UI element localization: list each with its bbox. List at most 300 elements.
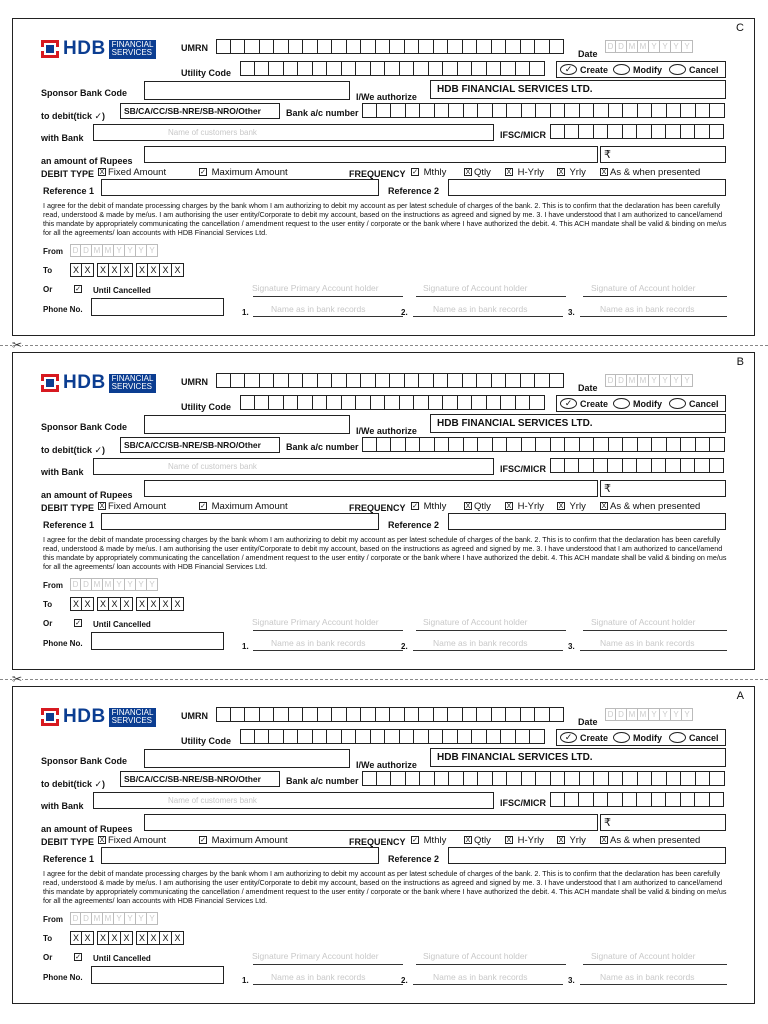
char-cell[interactable]: [535, 373, 550, 388]
char-cell[interactable]: [400, 729, 415, 744]
char-cell[interactable]: [377, 103, 392, 118]
char-cell[interactable]: [681, 103, 696, 118]
modify-option[interactable]: [613, 398, 662, 409]
char-cell[interactable]: [550, 458, 565, 473]
qtly-checkbox[interactable]: X: [465, 837, 471, 845]
phone-no-field[interactable]: [91, 966, 224, 984]
to-date-cell[interactable]: X: [97, 597, 109, 611]
sig-holder-2-line[interactable]: [416, 296, 566, 297]
char-cell[interactable]: [695, 792, 710, 807]
char-cell[interactable]: [327, 395, 342, 410]
char-cell[interactable]: [406, 437, 421, 452]
char-cell[interactable]: [420, 437, 435, 452]
create-option[interactable]: [560, 64, 608, 75]
char-cell[interactable]: [710, 124, 725, 139]
date-cell[interactable]: Y: [114, 578, 125, 591]
to-date-cell[interactable]: X: [148, 931, 160, 945]
cancel-radio[interactable]: [669, 398, 686, 409]
from-date-field[interactable]: [70, 912, 158, 925]
char-cell[interactable]: [216, 707, 231, 722]
char-cell[interactable]: [637, 792, 652, 807]
char-cell[interactable]: [361, 707, 376, 722]
char-cell[interactable]: [303, 707, 318, 722]
date-cell[interactable]: Y: [114, 912, 125, 925]
char-cell[interactable]: [347, 39, 362, 54]
date-cell[interactable]: M: [103, 578, 114, 591]
char-cell[interactable]: [342, 61, 357, 76]
char-cell[interactable]: [501, 395, 516, 410]
frequency-mthly[interactable]: [411, 167, 446, 178]
char-cell[interactable]: [565, 792, 580, 807]
date-cell[interactable]: D: [616, 708, 627, 721]
to-date-cell[interactable]: X: [109, 597, 121, 611]
bank-name-field[interactable]: [93, 458, 494, 475]
char-cell[interactable]: [448, 373, 463, 388]
char-cell[interactable]: [710, 771, 725, 786]
to-date-cell[interactable]: X: [136, 597, 148, 611]
char-cell[interactable]: [435, 103, 450, 118]
holder-2-name-line[interactable]: [413, 650, 563, 651]
char-cell[interactable]: [710, 103, 725, 118]
char-cell[interactable]: [463, 707, 478, 722]
fixed-amount-option[interactable]: [98, 167, 166, 178]
to-date-field[interactable]: [70, 263, 184, 277]
date-cell[interactable]: Y: [671, 40, 682, 53]
char-cell[interactable]: [580, 103, 595, 118]
to-date-cell[interactable]: X: [172, 263, 184, 277]
char-cell[interactable]: [458, 61, 473, 76]
to-date-field[interactable]: [70, 931, 184, 945]
char-cell[interactable]: [260, 39, 275, 54]
frequency-mthly[interactable]: [411, 835, 446, 846]
char-cell[interactable]: [487, 395, 502, 410]
char-cell[interactable]: [594, 124, 609, 139]
char-cell[interactable]: [255, 729, 270, 744]
date-cell[interactable]: Y: [125, 244, 136, 257]
ifsc-micr-field[interactable]: [550, 458, 724, 473]
char-cell[interactable]: [464, 771, 479, 786]
char-cell[interactable]: [419, 707, 434, 722]
char-cell[interactable]: [356, 395, 371, 410]
char-cell[interactable]: [501, 729, 516, 744]
char-cell[interactable]: [507, 771, 522, 786]
char-cell[interactable]: [536, 103, 551, 118]
char-cell[interactable]: [681, 771, 696, 786]
frequency-as-when[interactable]: [600, 501, 700, 512]
to-date-cell[interactable]: X: [82, 597, 94, 611]
sig-holder-3-line[interactable]: [583, 964, 727, 965]
char-cell[interactable]: [391, 771, 406, 786]
sig-primary-line[interactable]: [253, 296, 403, 297]
char-cell[interactable]: [472, 729, 487, 744]
date-cell[interactable]: D: [616, 40, 627, 53]
char-cell[interactable]: [472, 61, 487, 76]
char-cell[interactable]: [435, 771, 450, 786]
holder-2-name-line[interactable]: [413, 984, 563, 985]
sponsor-bank-code-field[interactable]: [144, 81, 350, 100]
to-date-cell[interactable]: X: [70, 597, 82, 611]
umrn-field[interactable]: [216, 39, 564, 54]
char-cell[interactable]: [478, 437, 493, 452]
date-cell[interactable]: M: [103, 912, 114, 925]
char-cell[interactable]: [255, 61, 270, 76]
create-radio[interactable]: ✓: [560, 732, 577, 743]
char-cell[interactable]: [652, 458, 667, 473]
to-date-cell[interactable]: X: [121, 597, 133, 611]
char-cell[interactable]: [594, 458, 609, 473]
char-cell[interactable]: [666, 124, 681, 139]
char-cell[interactable]: [318, 373, 333, 388]
char-cell[interactable]: [289, 373, 304, 388]
char-cell[interactable]: [522, 771, 537, 786]
char-cell[interactable]: [506, 373, 521, 388]
char-cell[interactable]: [506, 39, 521, 54]
char-cell[interactable]: [371, 395, 386, 410]
char-cell[interactable]: [390, 707, 405, 722]
bank-ac-number-field[interactable]: [362, 437, 725, 452]
char-cell[interactable]: [464, 103, 479, 118]
char-cell[interactable]: [269, 395, 284, 410]
as-when-checkbox[interactable]: X: [601, 503, 607, 511]
char-cell[interactable]: [536, 771, 551, 786]
char-cell[interactable]: [376, 707, 391, 722]
as-when-checkbox[interactable]: X: [601, 169, 607, 177]
char-cell[interactable]: [565, 437, 580, 452]
modify-option[interactable]: [613, 732, 662, 743]
to-date-cell[interactable]: X: [82, 263, 94, 277]
char-cell[interactable]: [361, 373, 376, 388]
date-cell[interactable]: D: [70, 912, 81, 925]
date-cell[interactable]: Y: [147, 244, 158, 257]
date-field[interactable]: [605, 374, 693, 387]
cancel-radio[interactable]: [669, 64, 686, 75]
char-cell[interactable]: [609, 771, 624, 786]
char-cell[interactable]: [434, 39, 449, 54]
char-cell[interactable]: [623, 437, 638, 452]
char-cell[interactable]: [463, 39, 478, 54]
char-cell[interactable]: [579, 458, 594, 473]
date-cell[interactable]: Y: [682, 40, 693, 53]
frequency-yrly[interactable]: [557, 835, 586, 846]
char-cell[interactable]: [507, 437, 522, 452]
mthly-checkbox[interactable]: ✓: [412, 837, 418, 845]
char-cell[interactable]: [695, 124, 710, 139]
char-cell[interactable]: [608, 792, 623, 807]
char-cell[interactable]: [260, 707, 275, 722]
date-cell[interactable]: Y: [649, 374, 660, 387]
account-type-field[interactable]: [120, 771, 280, 787]
fixed-amount-checkbox[interactable]: X: [99, 837, 105, 845]
char-cell[interactable]: [681, 124, 696, 139]
char-cell[interactable]: [371, 729, 386, 744]
cancel-option[interactable]: [669, 64, 719, 75]
date-cell[interactable]: Y: [649, 40, 660, 53]
reference-2-field[interactable]: [448, 179, 726, 196]
char-cell[interactable]: [313, 61, 328, 76]
reference-2-field[interactable]: [448, 513, 726, 530]
char-cell[interactable]: [269, 61, 284, 76]
sig-holder-3-line[interactable]: [583, 296, 727, 297]
char-cell[interactable]: [362, 103, 377, 118]
char-cell[interactable]: [362, 771, 377, 786]
char-cell[interactable]: [318, 39, 333, 54]
to-date-cell[interactable]: X: [97, 931, 109, 945]
date-cell[interactable]: Y: [671, 374, 682, 387]
amount-words-field[interactable]: [144, 146, 598, 163]
to-date-cell[interactable]: X: [97, 263, 109, 277]
char-cell[interactable]: [434, 373, 449, 388]
char-cell[interactable]: [550, 124, 565, 139]
bank-name-field[interactable]: [93, 124, 494, 141]
char-cell[interactable]: [637, 124, 652, 139]
amount-figures-field[interactable]: [600, 480, 726, 497]
char-cell[interactable]: [289, 707, 304, 722]
char-cell[interactable]: [594, 771, 609, 786]
date-cell[interactable]: Y: [671, 708, 682, 721]
char-cell[interactable]: [638, 437, 653, 452]
date-cell[interactable]: M: [638, 40, 649, 53]
to-date-cell[interactable]: X: [160, 597, 172, 611]
char-cell[interactable]: [449, 771, 464, 786]
reference-1-field[interactable]: [101, 513, 379, 530]
char-cell[interactable]: [493, 437, 508, 452]
char-cell[interactable]: [666, 792, 681, 807]
char-cell[interactable]: [231, 707, 246, 722]
bank-ac-number-field[interactable]: [362, 771, 725, 786]
date-cell[interactable]: M: [92, 912, 103, 925]
h-yrly-checkbox[interactable]: X: [506, 837, 512, 845]
char-cell[interactable]: [710, 437, 725, 452]
frequency-h-yrly[interactable]: [505, 835, 544, 846]
yrly-checkbox[interactable]: X: [558, 169, 564, 177]
account-type-field[interactable]: [120, 437, 280, 453]
char-cell[interactable]: [666, 458, 681, 473]
date-cell[interactable]: Y: [147, 578, 158, 591]
date-cell[interactable]: D: [70, 244, 81, 257]
amount-figures-field[interactable]: [600, 146, 726, 163]
char-cell[interactable]: [231, 373, 246, 388]
char-cell[interactable]: [385, 729, 400, 744]
char-cell[interactable]: [414, 729, 429, 744]
yrly-checkbox[interactable]: X: [558, 503, 564, 511]
char-cell[interactable]: [303, 373, 318, 388]
date-cell[interactable]: M: [627, 40, 638, 53]
to-date-cell[interactable]: X: [172, 931, 184, 945]
char-cell[interactable]: [478, 771, 493, 786]
char-cell[interactable]: [284, 729, 299, 744]
char-cell[interactable]: [710, 792, 725, 807]
account-type-field[interactable]: [120, 103, 280, 119]
frequency-qtly[interactable]: [464, 501, 491, 512]
char-cell[interactable]: [609, 437, 624, 452]
char-cell[interactable]: [506, 707, 521, 722]
char-cell[interactable]: [492, 39, 507, 54]
sponsor-bank-code-field[interactable]: [144, 749, 350, 768]
char-cell[interactable]: [492, 373, 507, 388]
char-cell[interactable]: [318, 707, 333, 722]
frequency-h-yrly[interactable]: [505, 501, 544, 512]
char-cell[interactable]: [448, 39, 463, 54]
sig-holder-2-line[interactable]: [416, 964, 566, 965]
char-cell[interactable]: [477, 373, 492, 388]
char-cell[interactable]: [535, 707, 550, 722]
char-cell[interactable]: [419, 39, 434, 54]
holder-1-name-line[interactable]: [253, 650, 403, 651]
maximum-amount-checkbox[interactable]: ✓: [200, 169, 206, 177]
ifsc-micr-field[interactable]: [550, 124, 724, 139]
to-date-cell[interactable]: X: [109, 263, 121, 277]
char-cell[interactable]: [551, 437, 566, 452]
char-cell[interactable]: [245, 707, 260, 722]
fixed-amount-checkbox[interactable]: X: [99, 503, 105, 511]
umrn-field[interactable]: [216, 373, 564, 388]
char-cell[interactable]: [638, 103, 653, 118]
date-cell[interactable]: M: [638, 708, 649, 721]
char-cell[interactable]: [652, 124, 667, 139]
frequency-mthly[interactable]: [411, 501, 446, 512]
char-cell[interactable]: [594, 792, 609, 807]
char-cell[interactable]: [609, 103, 624, 118]
char-cell[interactable]: [464, 437, 479, 452]
char-cell[interactable]: [245, 39, 260, 54]
char-cell[interactable]: [400, 395, 415, 410]
to-date-cell[interactable]: X: [160, 931, 172, 945]
date-cell[interactable]: Y: [660, 40, 671, 53]
char-cell[interactable]: [565, 771, 580, 786]
char-cell[interactable]: [405, 373, 420, 388]
char-cell[interactable]: [551, 771, 566, 786]
date-cell[interactable]: Y: [147, 912, 158, 925]
char-cell[interactable]: [550, 792, 565, 807]
h-yrly-checkbox[interactable]: X: [506, 169, 512, 177]
holder-1-name-line[interactable]: [253, 316, 403, 317]
utility-code-field[interactable]: [240, 729, 545, 744]
date-cell[interactable]: M: [92, 578, 103, 591]
char-cell[interactable]: [458, 395, 473, 410]
mthly-checkbox[interactable]: ✓: [412, 169, 418, 177]
bank-ac-number-field[interactable]: [362, 103, 725, 118]
date-cell[interactable]: M: [103, 244, 114, 257]
char-cell[interactable]: [347, 707, 362, 722]
char-cell[interactable]: [342, 729, 357, 744]
char-cell[interactable]: [429, 395, 444, 410]
char-cell[interactable]: [551, 103, 566, 118]
char-cell[interactable]: [443, 395, 458, 410]
char-cell[interactable]: [274, 39, 289, 54]
qtly-checkbox[interactable]: X: [465, 503, 471, 511]
date-cell[interactable]: D: [605, 374, 616, 387]
char-cell[interactable]: [522, 103, 537, 118]
char-cell[interactable]: [565, 124, 580, 139]
char-cell[interactable]: [478, 103, 493, 118]
char-cell[interactable]: [695, 458, 710, 473]
char-cell[interactable]: [501, 61, 516, 76]
char-cell[interactable]: [406, 103, 421, 118]
char-cell[interactable]: [385, 395, 400, 410]
until-cancelled-checkbox[interactable]: ✓: [75, 954, 81, 961]
char-cell[interactable]: [536, 437, 551, 452]
cancel-option[interactable]: [669, 398, 719, 409]
char-cell[interactable]: [274, 373, 289, 388]
char-cell[interactable]: [376, 39, 391, 54]
sig-primary-line[interactable]: [253, 964, 403, 965]
frequency-yrly[interactable]: [557, 501, 586, 512]
char-cell[interactable]: [327, 61, 342, 76]
char-cell[interactable]: [327, 729, 342, 744]
to-date-cell[interactable]: X: [82, 931, 94, 945]
frequency-as-when[interactable]: [600, 835, 700, 846]
fixed-amount-option[interactable]: [98, 835, 166, 846]
cancel-radio[interactable]: [669, 732, 686, 743]
from-date-field[interactable]: [70, 578, 158, 591]
char-cell[interactable]: [521, 373, 536, 388]
to-date-cell[interactable]: X: [70, 263, 82, 277]
char-cell[interactable]: [332, 373, 347, 388]
char-cell[interactable]: [390, 373, 405, 388]
date-cell[interactable]: D: [70, 578, 81, 591]
date-cell[interactable]: Y: [682, 374, 693, 387]
date-cell[interactable]: Y: [125, 912, 136, 925]
char-cell[interactable]: [550, 373, 565, 388]
frequency-h-yrly[interactable]: [505, 167, 544, 178]
char-cell[interactable]: [522, 437, 537, 452]
char-cell[interactable]: [594, 103, 609, 118]
yrly-checkbox[interactable]: X: [558, 837, 564, 845]
date-cell[interactable]: Y: [660, 708, 671, 721]
to-date-cell[interactable]: X: [121, 263, 133, 277]
char-cell[interactable]: [638, 771, 653, 786]
date-cell[interactable]: Y: [660, 374, 671, 387]
to-date-cell[interactable]: X: [109, 931, 121, 945]
char-cell[interactable]: [419, 373, 434, 388]
char-cell[interactable]: [356, 61, 371, 76]
amount-words-field[interactable]: [144, 480, 598, 497]
char-cell[interactable]: [391, 437, 406, 452]
char-cell[interactable]: [245, 373, 260, 388]
create-radio[interactable]: ✓: [560, 64, 577, 75]
char-cell[interactable]: [443, 729, 458, 744]
to-date-cell[interactable]: X: [172, 597, 184, 611]
char-cell[interactable]: [414, 61, 429, 76]
char-cell[interactable]: [434, 707, 449, 722]
char-cell[interactable]: [429, 729, 444, 744]
reference-1-field[interactable]: [101, 847, 379, 864]
char-cell[interactable]: [492, 707, 507, 722]
char-cell[interactable]: [565, 458, 580, 473]
char-cell[interactable]: [284, 395, 299, 410]
frequency-as-when[interactable]: [600, 167, 700, 178]
phone-no-field[interactable]: [91, 298, 224, 316]
char-cell[interactable]: [516, 61, 531, 76]
char-cell[interactable]: [652, 771, 667, 786]
fixed-amount-option[interactable]: [98, 501, 166, 512]
char-cell[interactable]: [298, 729, 313, 744]
phone-no-field[interactable]: [91, 632, 224, 650]
char-cell[interactable]: [637, 458, 652, 473]
char-cell[interactable]: [391, 103, 406, 118]
maximum-amount-checkbox[interactable]: ✓: [200, 837, 206, 845]
char-cell[interactable]: [390, 39, 405, 54]
date-cell[interactable]: M: [627, 374, 638, 387]
char-cell[interactable]: [435, 437, 450, 452]
char-cell[interactable]: [550, 707, 565, 722]
char-cell[interactable]: [579, 792, 594, 807]
char-cell[interactable]: [530, 729, 545, 744]
char-cell[interactable]: [255, 395, 270, 410]
date-cell[interactable]: M: [92, 244, 103, 257]
reference-1-field[interactable]: [101, 179, 379, 196]
date-cell[interactable]: D: [605, 708, 616, 721]
